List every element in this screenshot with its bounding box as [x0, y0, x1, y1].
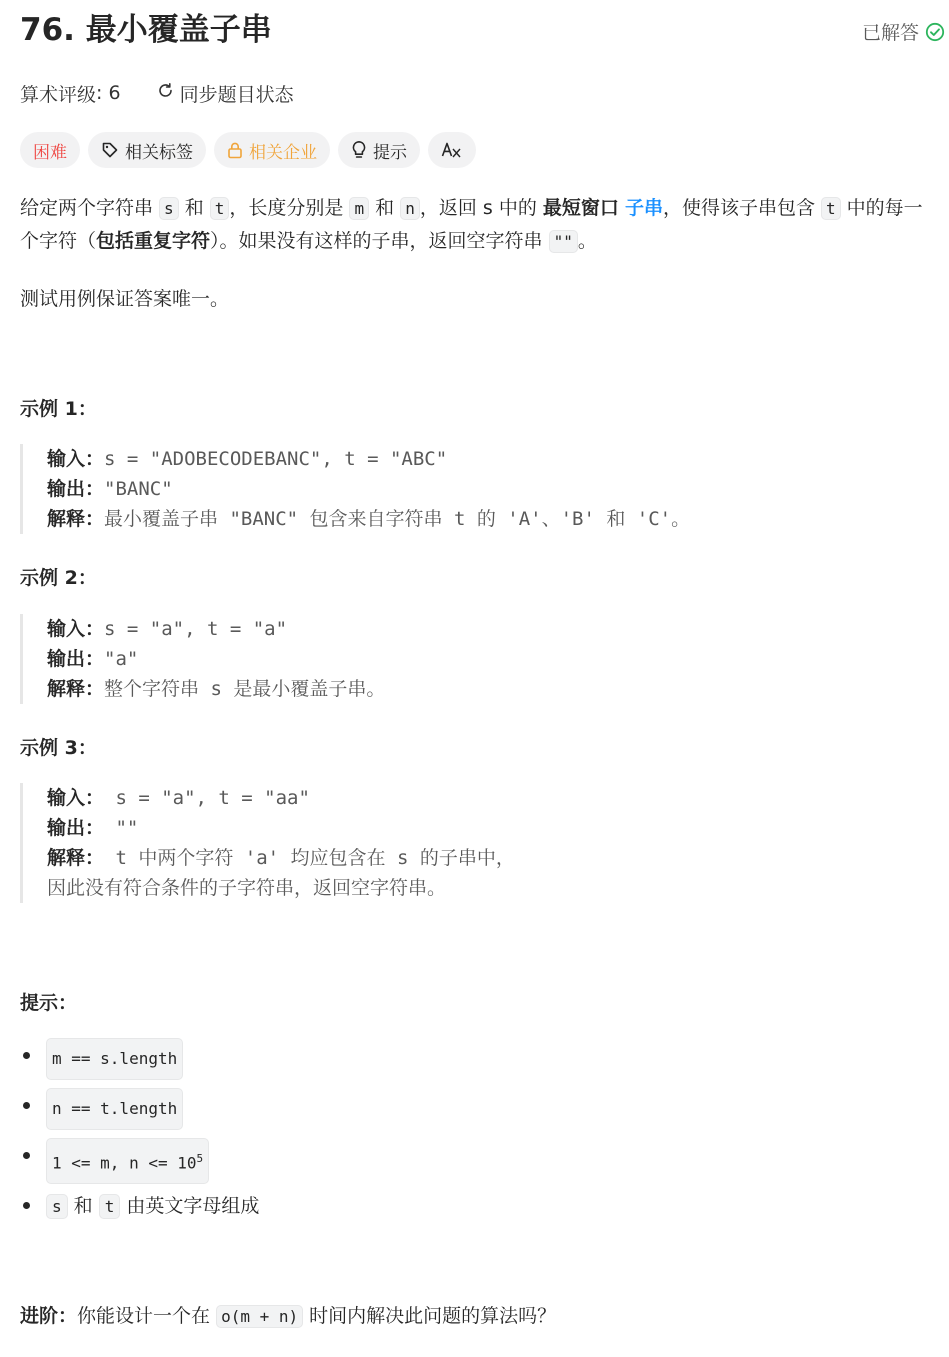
constraint-1: m == s.length — [46, 1038, 183, 1080]
unique-answer-note: 测试用例保证答案唯一。 — [20, 288, 230, 310]
example-1-input: s = "ADOBECODEBANC", t = "ABC" — [104, 448, 448, 470]
explain-label: 解释： — [47, 508, 105, 530]
explain-label: 解释： — [47, 678, 105, 700]
solved-label: 已解答 — [861, 22, 919, 44]
constraints-list — [20, 1038, 259, 1238]
example-2-title: 示例 2： — [20, 567, 97, 589]
code-s: s — [46, 1194, 68, 1219]
input-label: 输入： — [47, 618, 105, 640]
companies-label: 相关企业 — [249, 142, 317, 163]
title-row — [20, 8, 945, 54]
example-2-block — [20, 614, 949, 704]
follow-up: 进阶：你能设计一个在 o(m + n) 时间内解决此问题的算法吗？ — [20, 1305, 557, 1327]
description-paragraph: 给定两个字符串 s 和 t ，长度分别是 m 和 n ，返回 s 中的 最短窗口 子串，使得该子串包含 t 中的每一个字符（包括重复字符）。如果没有这样的子串，返回空字符串 "" 。 — [20, 197, 923, 252]
meta-row: 算术评级 : 6 同步题目状态 — [20, 78, 294, 108]
include-duplicates-text: 包括重复字符 — [96, 230, 211, 252]
example-1-block — [20, 444, 949, 534]
sync-status-button[interactable] — [157, 80, 294, 107]
code-t-2: t — [821, 197, 841, 220]
example-3-explain: t 中两个字符 'a' 均应包含在 s 的子串中， — [104, 847, 515, 869]
example-1-output: "BANC" — [104, 478, 173, 500]
code-m: m — [349, 197, 369, 220]
constraints-title: 提示： — [20, 992, 78, 1014]
example-2-explain: 整个字符串 s 是最小覆盖子串。 — [104, 678, 386, 700]
example-2-input: s = "a", t = "a" — [104, 618, 288, 640]
solved-status — [862, 18, 945, 45]
example-3-explain-2: 因此没有符合条件的子字符串，返回空字符串。 — [47, 877, 447, 899]
rating-value: 6 — [108, 82, 121, 104]
complexity-code: o(m + n) — [216, 1305, 303, 1328]
example-3-block — [20, 783, 949, 903]
output-label: 输出： — [47, 817, 105, 839]
example-3-output: "" — [104, 817, 139, 839]
list-item — [20, 1038, 259, 1088]
constraint-2: n == t.length — [46, 1088, 183, 1130]
constraint-3: 1 <= m, $n <= 10^5$ — [46, 1138, 209, 1184]
code-n: n — [400, 197, 420, 220]
difficulty-badge[interactable] — [20, 132, 80, 168]
example-3-title: 示例 3： — [20, 737, 97, 759]
example-3-input: s = "a", t = "aa" — [104, 787, 310, 809]
code-s: s — [159, 197, 179, 220]
lightbulb-icon — [351, 140, 367, 160]
example-1-title: 示例 1： — [20, 398, 97, 420]
input-label: 输入： — [47, 787, 105, 809]
code-t: t — [99, 1194, 121, 1219]
tag-bar — [20, 132, 476, 168]
list-item — [20, 1138, 259, 1188]
input-label: 输入： — [47, 448, 105, 470]
topics-label: 相关标签 — [125, 142, 193, 163]
check-circle-icon — [925, 22, 945, 42]
tag-icon — [101, 141, 119, 159]
problem-title[interactable]: 76. 最小覆盖子串 — [20, 12, 272, 48]
sync-label: 同步题目状态 — [179, 83, 294, 106]
advanced-label: 进阶： — [20, 1305, 78, 1327]
hints-label: 提示 — [373, 142, 407, 163]
problem-description — [20, 192, 935, 258]
code-t: t — [210, 197, 230, 220]
translate-icon — [441, 141, 463, 159]
output-label: 输出： — [47, 478, 105, 500]
code-empty-string: "" — [549, 230, 578, 253]
topics-tag-button[interactable] — [88, 132, 206, 168]
lock-icon — [227, 141, 243, 159]
hints-tag-button[interactable] — [338, 132, 420, 168]
min-window-text: 最短窗口 — [542, 197, 619, 219]
example-1-explain: 最小覆盖子串 "BANC" 包含来自字符串 t 的 'A'、'B' 和 'C'。 — [104, 508, 691, 530]
list-item — [20, 1088, 259, 1138]
companies-tag-button[interactable] — [214, 132, 330, 168]
translate-button[interactable] — [428, 132, 476, 168]
refresh-icon — [157, 82, 174, 104]
list-item: s 和 t 由英文字母组成 — [20, 1188, 259, 1238]
example-2-output: "a" — [104, 648, 139, 670]
explain-label: 解释： — [47, 847, 105, 869]
substring-link[interactable]: 子串 — [624, 197, 663, 219]
rating-label: 算术评级 — [20, 83, 97, 106]
difficulty-label: 困难 — [33, 142, 67, 163]
output-label: 输出： — [47, 648, 105, 670]
